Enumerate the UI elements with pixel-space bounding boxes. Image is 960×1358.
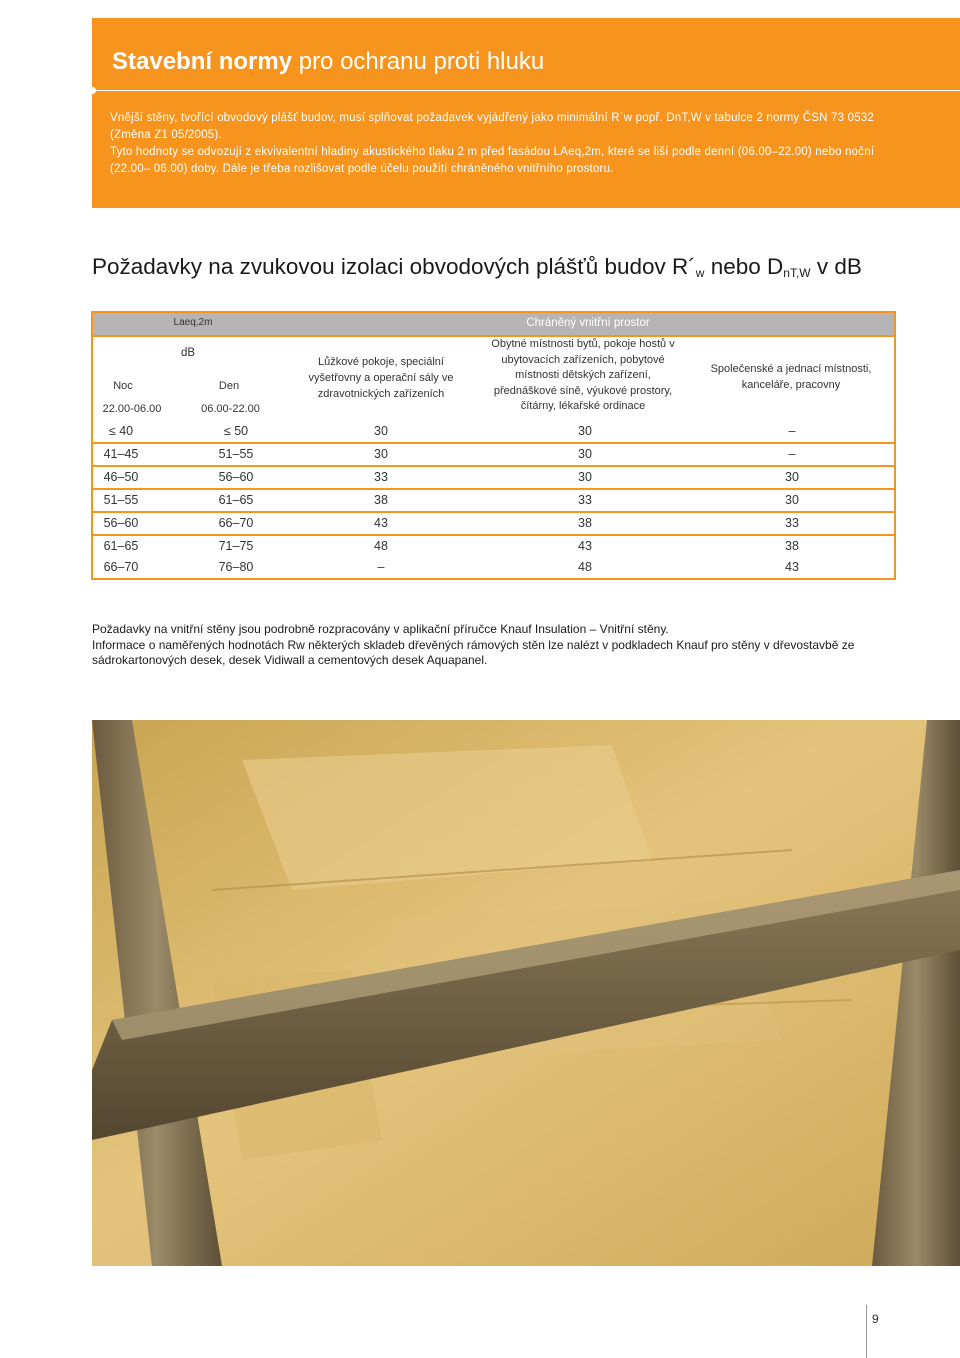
col-header-offices: Společenské a jednací místnosti, kanceláře, pracovny xyxy=(710,363,872,391)
note-1: Požadavky na vnitřní stěny jsou podrobně rozpracovány v aplikační příručce Knauf Insulation – Vnitřní stěny. xyxy=(92,622,669,636)
intro-paragraph-2: Tyto hodnoty se odvozují z ekvivalentní hladiny akustického tlaku 2 m před fasádou LAeq,2m, které se liší podle denní (06.00–22.00) nebo noční (22.00– 06.00) doby. Dále je třeba rozlišovat podle účelu použití chráněného vnitřního prostoru. xyxy=(110,146,875,175)
table-row: 61–65 71–75 48 43 38 xyxy=(93,536,894,557)
header-divider xyxy=(92,90,960,91)
laeq-label: Laeq,2m xyxy=(173,317,213,328)
requirements-table xyxy=(91,311,896,580)
page-number: 9 xyxy=(872,1312,879,1326)
insulation-photo xyxy=(92,720,960,1266)
notes xyxy=(92,622,902,669)
table-row: 41–45 51–55 30 30 – xyxy=(93,444,894,465)
day-range: 06.00-22.00 xyxy=(201,403,260,415)
table-row: 46–50 56–60 33 30 30 xyxy=(93,467,894,488)
col-header-bedrooms: Lůžkové pokoje, speciální vyšetřovny a operační sály ve zdravotnických zařízeních xyxy=(308,356,454,400)
table-title: Požadavky na zvukovou izolaci obvodových plášťů budov $R´_w$ nebo $D_{nT,W}$ v dB xyxy=(92,254,862,280)
table-row: ≤ 40 ≤ 50 30 30 – xyxy=(93,421,894,442)
note-2: Informace o naměřených hodnotách Rw některých skladeb dřevěných rámových stěn lze nalézt v podkladech Knauf pro stěny v dřevostavbě ze sádrokartonových desek, desek Vidiwall a cementových desek Aquapanel. xyxy=(92,637,855,667)
table-row: 66–70 76–80 – 48 43 xyxy=(93,557,894,578)
unit-label: dB xyxy=(180,347,196,359)
page-number-divider xyxy=(866,1305,867,1358)
table-row: 56–60 66–70 43 38 33 xyxy=(93,513,894,534)
col-header-living: Obytné místnosti bytů, pokoje hostů v ubytovacích zařízeních, pobytové místnosti dětských zařízení, přednáškové síně, výukové prostory, čítárny, lékařské ordinace xyxy=(491,338,675,412)
bullet-dot-icon xyxy=(89,87,96,94)
table-header-strip xyxy=(93,313,894,335)
page-title: Stavební normy pro ochranu proti hluku xyxy=(112,48,545,75)
intro-text xyxy=(110,110,910,178)
protected-space-label: Chráněný vnitřní prostor xyxy=(526,317,650,329)
night-range: 22.00-06.00 xyxy=(102,403,162,415)
table-row: 51–55 61–65 38 33 30 xyxy=(93,490,894,511)
table-header-body xyxy=(93,337,894,430)
header-banner xyxy=(92,18,960,208)
night-label: Noc xyxy=(113,380,133,392)
day-label: Den xyxy=(218,380,240,392)
intro-paragraph-1: Vnější stěny, tvořící obvodový plášť budov, musí splňovat požadavek vyjádřený jako minimální R´w popř. DnT,W v tabulce 2 normy ČSN 73 0532 (Změna Z1 05/2005). xyxy=(110,112,874,141)
